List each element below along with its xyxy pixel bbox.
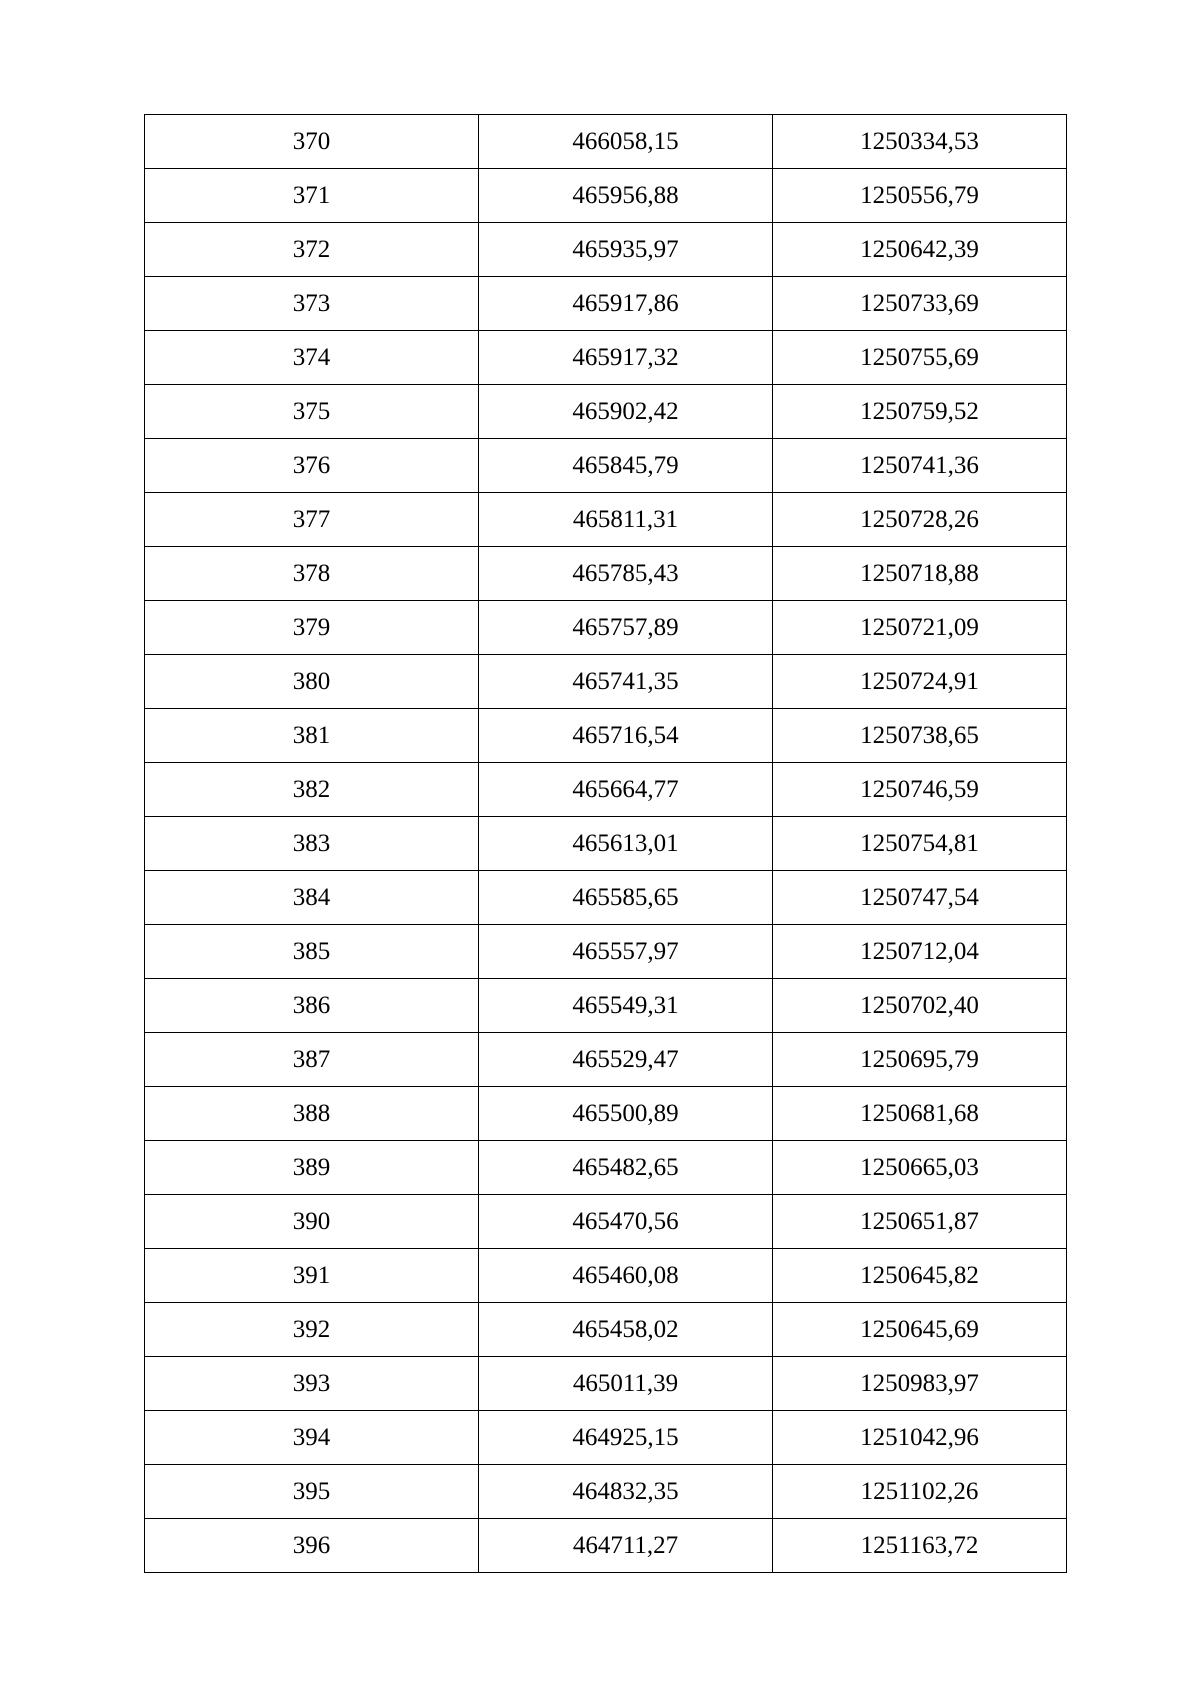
- table-row: [145, 1033, 1067, 1087]
- table-row: [145, 871, 1067, 925]
- table-row: [145, 817, 1067, 871]
- y-coordinate-cell: 1250681,68: [773, 1087, 1067, 1141]
- x-coordinate-cell: 465917,86: [479, 277, 773, 331]
- point-number-cell: 394: [145, 1411, 479, 1465]
- y-coordinate-cell: 1250747,54: [773, 871, 1067, 925]
- table-row: [145, 1303, 1067, 1357]
- table-row: [145, 655, 1067, 709]
- table-row: [145, 1357, 1067, 1411]
- table-row: [145, 1195, 1067, 1249]
- table-row: [145, 1519, 1067, 1573]
- y-coordinate-cell: 1250712,04: [773, 925, 1067, 979]
- y-coordinate-cell: 1250746,59: [773, 763, 1067, 817]
- coordinates-table: [144, 114, 1067, 1573]
- x-coordinate-cell: 465549,31: [479, 979, 773, 1033]
- table-row: [145, 385, 1067, 439]
- y-coordinate-cell: 1250718,88: [773, 547, 1067, 601]
- y-coordinate-cell: 1250645,69: [773, 1303, 1067, 1357]
- table-row: [145, 925, 1067, 979]
- x-coordinate-cell: 464925,15: [479, 1411, 773, 1465]
- y-coordinate-cell: 1250728,26: [773, 493, 1067, 547]
- x-coordinate-cell: 464711,27: [479, 1519, 773, 1573]
- table-row: [145, 1249, 1067, 1303]
- point-number-cell: 376: [145, 439, 479, 493]
- point-number-cell: 378: [145, 547, 479, 601]
- y-coordinate-cell: 1250724,91: [773, 655, 1067, 709]
- point-number-cell: 390: [145, 1195, 479, 1249]
- point-number-cell: 374: [145, 331, 479, 385]
- y-coordinate-cell: 1250755,69: [773, 331, 1067, 385]
- table-row: [145, 277, 1067, 331]
- y-coordinate-cell: 1250645,82: [773, 1249, 1067, 1303]
- point-number-cell: 385: [145, 925, 479, 979]
- point-number-cell: 386: [145, 979, 479, 1033]
- table-row: [145, 169, 1067, 223]
- table-row: [145, 763, 1067, 817]
- x-coordinate-cell: 465811,31: [479, 493, 773, 547]
- x-coordinate-cell: 465585,65: [479, 871, 773, 925]
- point-number-cell: 371: [145, 169, 479, 223]
- x-coordinate-cell: 465529,47: [479, 1033, 773, 1087]
- table-row: [145, 493, 1067, 547]
- table-row: [145, 709, 1067, 763]
- document-page: [144, 114, 1066, 1573]
- y-coordinate-cell: 1250733,69: [773, 277, 1067, 331]
- point-number-cell: 373: [145, 277, 479, 331]
- x-coordinate-cell: 465845,79: [479, 439, 773, 493]
- point-number-cell: 384: [145, 871, 479, 925]
- x-coordinate-cell: 465935,97: [479, 223, 773, 277]
- x-coordinate-cell: 465902,42: [479, 385, 773, 439]
- point-number-cell: 393: [145, 1357, 479, 1411]
- table-row: [145, 223, 1067, 277]
- y-coordinate-cell: 1250556,79: [773, 169, 1067, 223]
- table-row: [145, 1465, 1067, 1519]
- point-number-cell: 388: [145, 1087, 479, 1141]
- table-row: [145, 115, 1067, 169]
- table-row: [145, 979, 1067, 1033]
- point-number-cell: 372: [145, 223, 479, 277]
- table-row: [145, 1411, 1067, 1465]
- y-coordinate-cell: 1250334,53: [773, 115, 1067, 169]
- coordinates-table-body: [145, 115, 1067, 1573]
- table-row: [145, 1087, 1067, 1141]
- y-coordinate-cell: 1251042,96: [773, 1411, 1067, 1465]
- x-coordinate-cell: 465500,89: [479, 1087, 773, 1141]
- x-coordinate-cell: 465011,39: [479, 1357, 773, 1411]
- table-row: [145, 1141, 1067, 1195]
- point-number-cell: 392: [145, 1303, 479, 1357]
- point-number-cell: 389: [145, 1141, 479, 1195]
- table-row: [145, 331, 1067, 385]
- y-coordinate-cell: 1250721,09: [773, 601, 1067, 655]
- point-number-cell: 380: [145, 655, 479, 709]
- x-coordinate-cell: 465557,97: [479, 925, 773, 979]
- x-coordinate-cell: 465664,77: [479, 763, 773, 817]
- x-coordinate-cell: 465741,35: [479, 655, 773, 709]
- point-number-cell: 377: [145, 493, 479, 547]
- table-row: [145, 439, 1067, 493]
- y-coordinate-cell: 1250741,36: [773, 439, 1067, 493]
- point-number-cell: 381: [145, 709, 479, 763]
- x-coordinate-cell: 465482,65: [479, 1141, 773, 1195]
- y-coordinate-cell: 1250642,39: [773, 223, 1067, 277]
- y-coordinate-cell: 1250983,97: [773, 1357, 1067, 1411]
- point-number-cell: 391: [145, 1249, 479, 1303]
- y-coordinate-cell: 1250665,03: [773, 1141, 1067, 1195]
- point-number-cell: 375: [145, 385, 479, 439]
- table-row: [145, 547, 1067, 601]
- y-coordinate-cell: 1250754,81: [773, 817, 1067, 871]
- x-coordinate-cell: 466058,15: [479, 115, 773, 169]
- point-number-cell: 379: [145, 601, 479, 655]
- y-coordinate-cell: 1250695,79: [773, 1033, 1067, 1087]
- point-number-cell: 370: [145, 115, 479, 169]
- x-coordinate-cell: 465470,56: [479, 1195, 773, 1249]
- point-number-cell: 383: [145, 817, 479, 871]
- y-coordinate-cell: 1250651,87: [773, 1195, 1067, 1249]
- x-coordinate-cell: 465757,89: [479, 601, 773, 655]
- table-row: [145, 601, 1067, 655]
- y-coordinate-cell: 1251163,72: [773, 1519, 1067, 1573]
- x-coordinate-cell: 465613,01: [479, 817, 773, 871]
- point-number-cell: 395: [145, 1465, 479, 1519]
- x-coordinate-cell: 465785,43: [479, 547, 773, 601]
- y-coordinate-cell: 1250702,40: [773, 979, 1067, 1033]
- y-coordinate-cell: 1250738,65: [773, 709, 1067, 763]
- point-number-cell: 387: [145, 1033, 479, 1087]
- y-coordinate-cell: 1251102,26: [773, 1465, 1067, 1519]
- point-number-cell: 382: [145, 763, 479, 817]
- point-number-cell: 396: [145, 1519, 479, 1573]
- x-coordinate-cell: 465460,08: [479, 1249, 773, 1303]
- x-coordinate-cell: 465956,88: [479, 169, 773, 223]
- x-coordinate-cell: 465458,02: [479, 1303, 773, 1357]
- x-coordinate-cell: 465917,32: [479, 331, 773, 385]
- x-coordinate-cell: 464832,35: [479, 1465, 773, 1519]
- x-coordinate-cell: 465716,54: [479, 709, 773, 763]
- y-coordinate-cell: 1250759,52: [773, 385, 1067, 439]
